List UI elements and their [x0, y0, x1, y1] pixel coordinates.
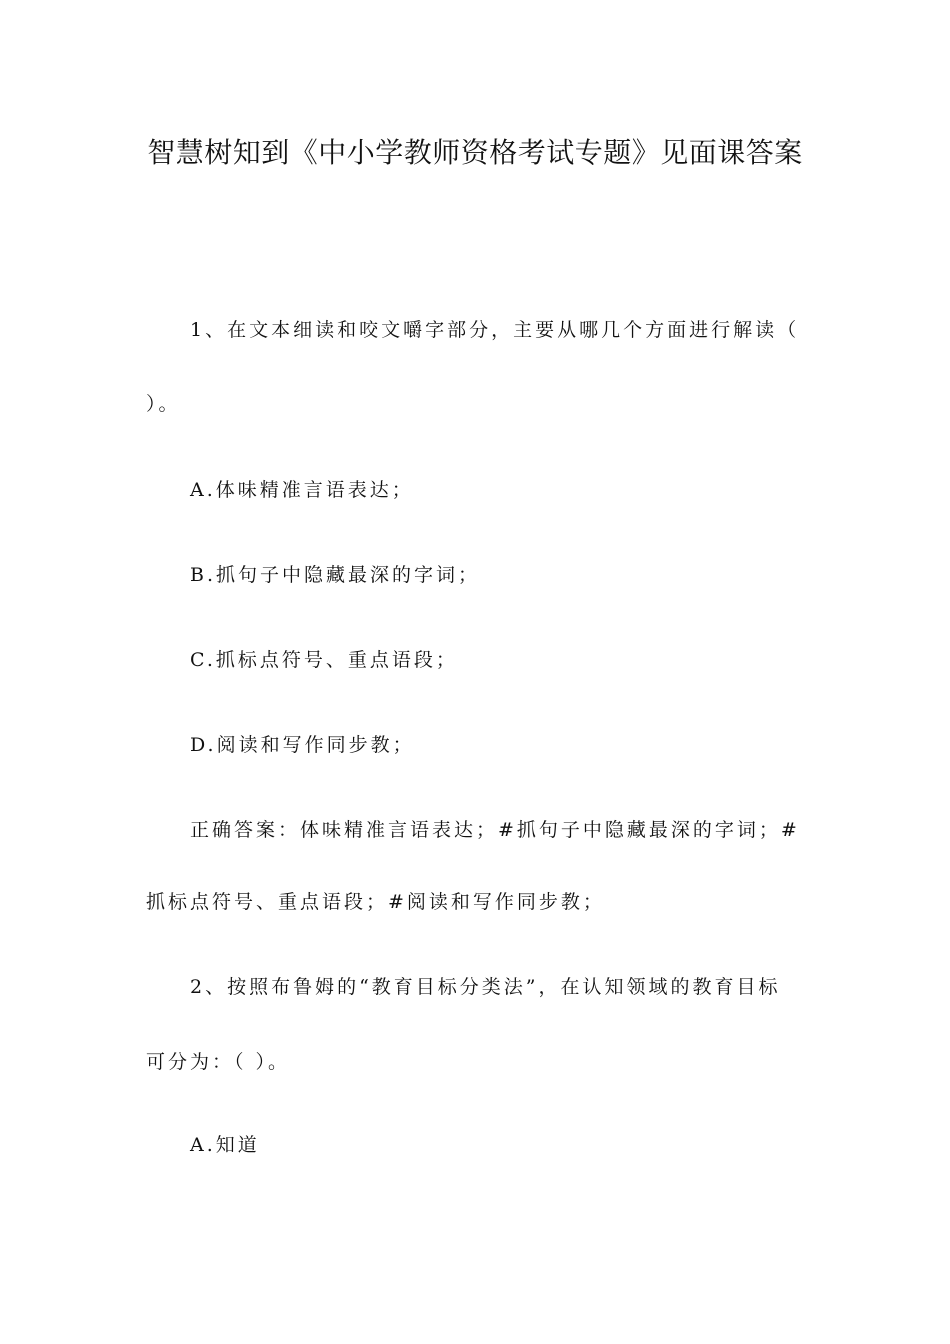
question-2-stem-line2: 可分为：（ ）。 — [146, 1051, 291, 1073]
question-2-stem-line1: 2、按照布鲁姆的“教育目标分类法”，在认知领域的教育目标 — [190, 976, 781, 998]
question-1-answer-line2: 抓标点符号、重点语段；#阅读和写作同步教； — [146, 891, 605, 913]
question-1-stem-line2: ）。 — [146, 393, 181, 415]
question-1-option-d: D.阅读和写作同步教； — [190, 734, 415, 756]
document-title: 智慧树知到《中小学教师资格考试专题》见面课答案 — [147, 136, 803, 169]
question-1-option-a: A.体味精准言语表达； — [190, 479, 414, 501]
question-2-option-a: A.知道 — [190, 1134, 260, 1156]
question-1-stem-line1: 1、在文本细读和咬文嚼字部分，主要从哪几个方面进行解读（ — [190, 319, 800, 341]
question-1-option-b: B.抓句子中隐藏最深的字词； — [190, 564, 481, 586]
question-1-answer-line1: 正确答案：体味精准言语表达；#抓句子中隐藏最深的字词；# — [190, 819, 800, 841]
question-1-option-c: C.抓标点符号、重点语段； — [190, 649, 458, 671]
